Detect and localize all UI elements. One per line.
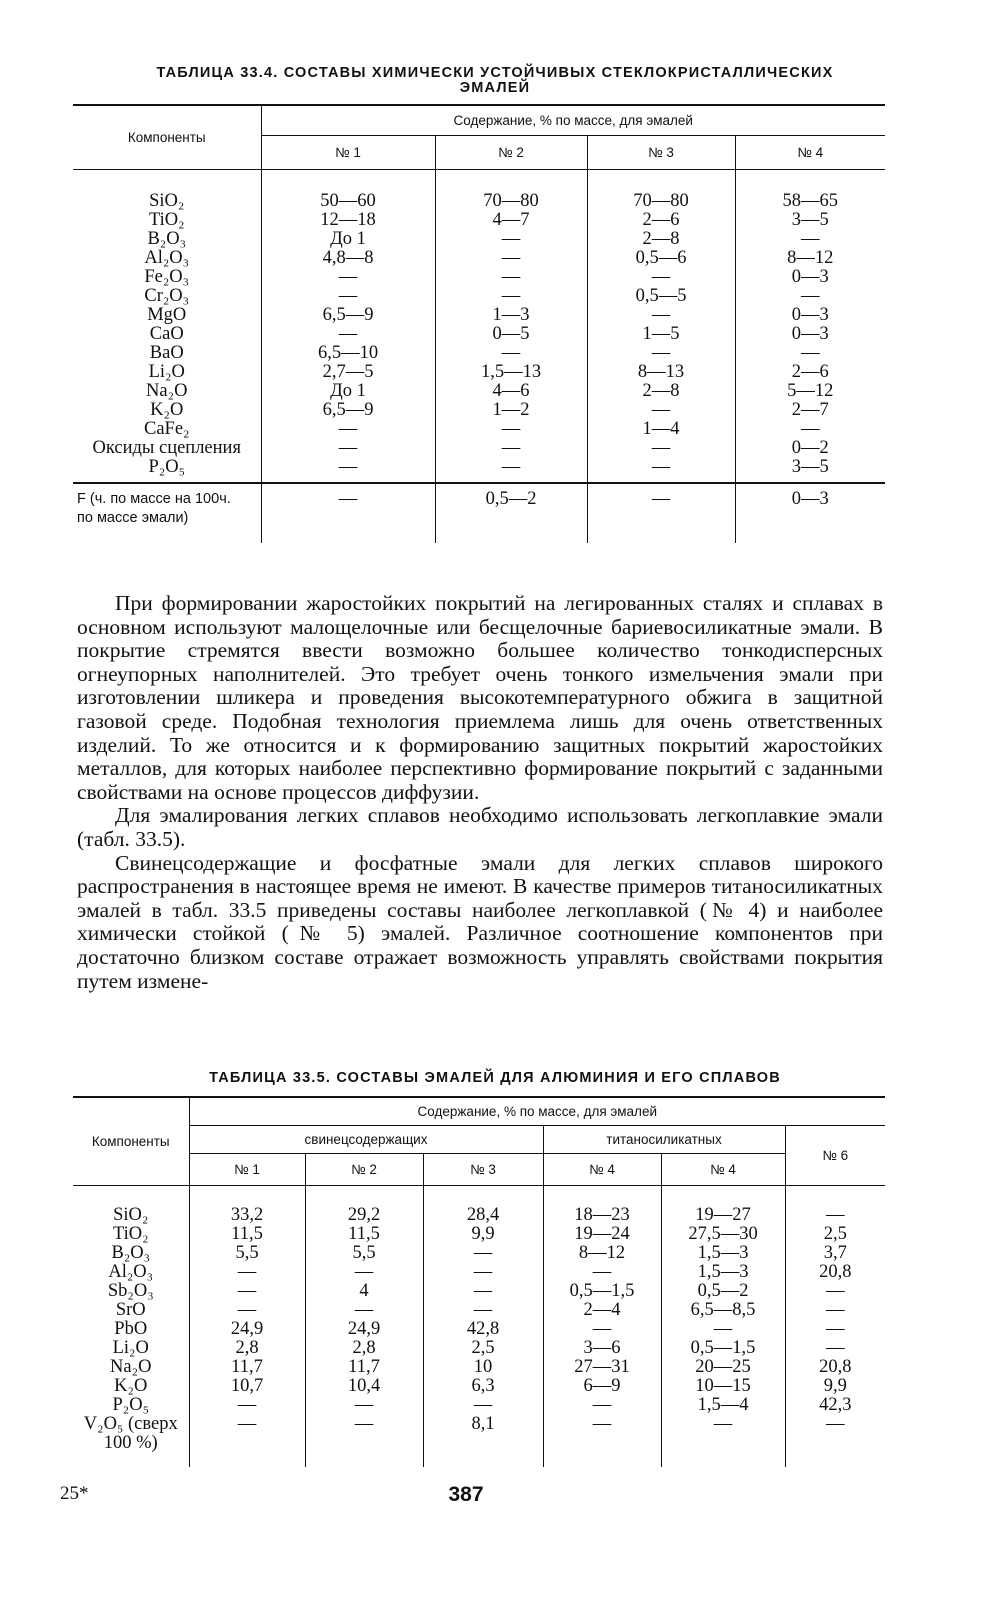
table-33-4-f-col-3: — [587, 483, 735, 543]
page-number: 387 [448, 1483, 484, 1506]
table-33-5-components: SiO₂ TiO₂ B₂O₃ Al₂O₃ Sb₂O₃ SrO PbO Li₂O Na₂O K₂O P₂O₅ V₂O₅ (сверх 100 %) [83, 1204, 178, 1453]
signature-mark: 25* [60, 1483, 89, 1504]
table-33-5-col-1: № 1 [189, 1153, 305, 1185]
table-33-5-group-titanosilicate: титаносиликатных [543, 1125, 785, 1153]
table-33-4-col-4-values: 58—65 3—5 — 8—12 0—3 — 0—3 0—3 — 2—6 5—12 2—7 — 0—2 3—5 [735, 169, 885, 483]
table-33-5-col-3: № 3 [423, 1153, 543, 1185]
table-33-4-header-content: Содержание, % по массе, для эмалей [261, 105, 885, 135]
table-33-4-f-col-4: 0—3 [735, 483, 885, 543]
paragraph-1: При формировании жаростойких покрытий на легированных сталях и сплавах в основном используют малощелочные или бесщелочные бариевосиликатные эмали. В покрытие стремятся ввести возможно большее количество тонкодисперсных огнеупорных наполнителей. Это требует очень тонкого измельчения эмали при изготовлении шликера и проведения высокотемпературного обжига в защитной газовой среде. Подобная технология приемлема лишь для очень ответственных изделий. То же относится и к формированию защитных покрытий жаростойких металлов, для которых наиболее перспективно формирование покрытий с заданными свойствами на основе процессов диффузии. [77, 591, 883, 804]
table-33-4-col-2-values: 70—80 4—7 — — — — 1—3 0—5 — 1,5—13 4—6 1—2 — — — [435, 169, 587, 483]
table-33-4 [73, 104, 885, 543]
table-33-5-col-3-values: 28,4 9,9 — — — — 42,8 2,5 10 6,3 — 8,1 [423, 1185, 543, 1467]
table-33-5 [73, 1096, 885, 1467]
table-33-4-col-3-values: 70—80 2—6 2—8 0,5—6 — 0,5—5 — 1—5 — 8—13 2—8 — 1—4 — — [587, 169, 735, 483]
table-33-5-col-2-values: 29,2 11,5 5,5 — 4 — 24,9 2,8 11,7 10,4 — — [305, 1185, 423, 1467]
table-33-4-f-col-2: 0,5—2 [435, 483, 587, 543]
table-33-4-f-col-1: — [261, 483, 435, 543]
table-33-4-col-3: № 3 [587, 135, 735, 169]
table-33-5-group-lead: свинецсодержащих [189, 1125, 543, 1153]
table-33-4-col-2: № 2 [435, 135, 587, 169]
body-text [77, 592, 883, 993]
paragraph-3: Свинецсодержащие и фосфатные эмали для легких сплавов широкого распространения в настоящее время не имеют. В качестве примеров титаносиликатных эмалей в табл. 33.5 приведены составы наиболее легкоплавкой (№ 4) и наиболее химически стойкой (№ 5) эмалей. Различное соотношение компонентов при достаточно близком составе отражает возможность управлять свойствами покрытия путем измене- [77, 850, 883, 993]
table-33-4-col-4: № 4 [735, 135, 885, 169]
table-33-5-col-5: № 4 [661, 1153, 785, 1185]
table-33-4-caption-line1: ТАБЛИЦА 33.4. СОСТАВЫ ХИМИЧЕСКИ УСТОЙЧИВЫХ СТЕКЛОКРИСТАЛЛИЧЕСКИХ [156, 65, 834, 81]
table-33-4-header-components: Компоненты [73, 105, 261, 169]
table-33-4-f-label: F (ч. по массе на 100ч. по массе эмали) [77, 491, 231, 526]
table-33-5-col-4-values: 18—23 19—24 8—12 — 0,5—1,5 2—4 — 3—6 27—31 6—9 — — [543, 1185, 661, 1467]
table-33-4-col-1: № 1 [261, 135, 435, 169]
table-33-5-col-5-values: 19—27 27,5—30 1,5—3 1,5—3 0,5—2 6,5—8,5 — 0,5—1,5 20—25 10—15 1,5—4 — [661, 1185, 785, 1467]
table-33-4-caption-line2: ЭМАЛЕЙ [459, 80, 531, 96]
table-33-5-header-content: Содержание, % по массе, для эмалей [189, 1097, 885, 1125]
table-33-4-caption [60, 66, 930, 96]
table-33-5-col-6-values: — 2,5 3,7 20,8 — — — — 20,8 9,9 42,3 — [785, 1185, 885, 1467]
table-33-5-col-1-values: 33,2 11,5 5,5 — — — 24,9 2,8 11,7 10,7 — — [189, 1185, 305, 1467]
table-33-5-col-4: № 4 [543, 1153, 661, 1185]
table-33-5-col-2: № 2 [305, 1153, 423, 1185]
table-33-5-caption: ТАБЛИЦА 33.5. СОСТАВЫ ЭМАЛЕЙ ДЛЯ АЛЮМИНИЯ И ЕГО СПЛАВОВ [209, 1070, 781, 1086]
table-33-4-components: SiO₂ TiO₂ B₂O₃ Al₂O₃ Fe₂O₃ Cr₂O₃ MgO CaO BaO Li₂O Na₂O K₂O CaFe₂ Оксиды сцепления P₂O₅ [73, 169, 261, 483]
table-33-5-header-components: Компоненты [73, 1097, 189, 1185]
paragraph-2: Для эмалирования легких сплавов необходимо использовать легкоплавкие эмали (табл. 33.5). [77, 803, 883, 851]
table-33-5-col-6: № 6 [785, 1125, 885, 1185]
table-33-4-col-1-values: 50—60 12—18 До 1 4,8—8 — — 6,5—9 — 6,5—10 2,7—5 До 1 6,5—9 — — — [261, 169, 435, 483]
